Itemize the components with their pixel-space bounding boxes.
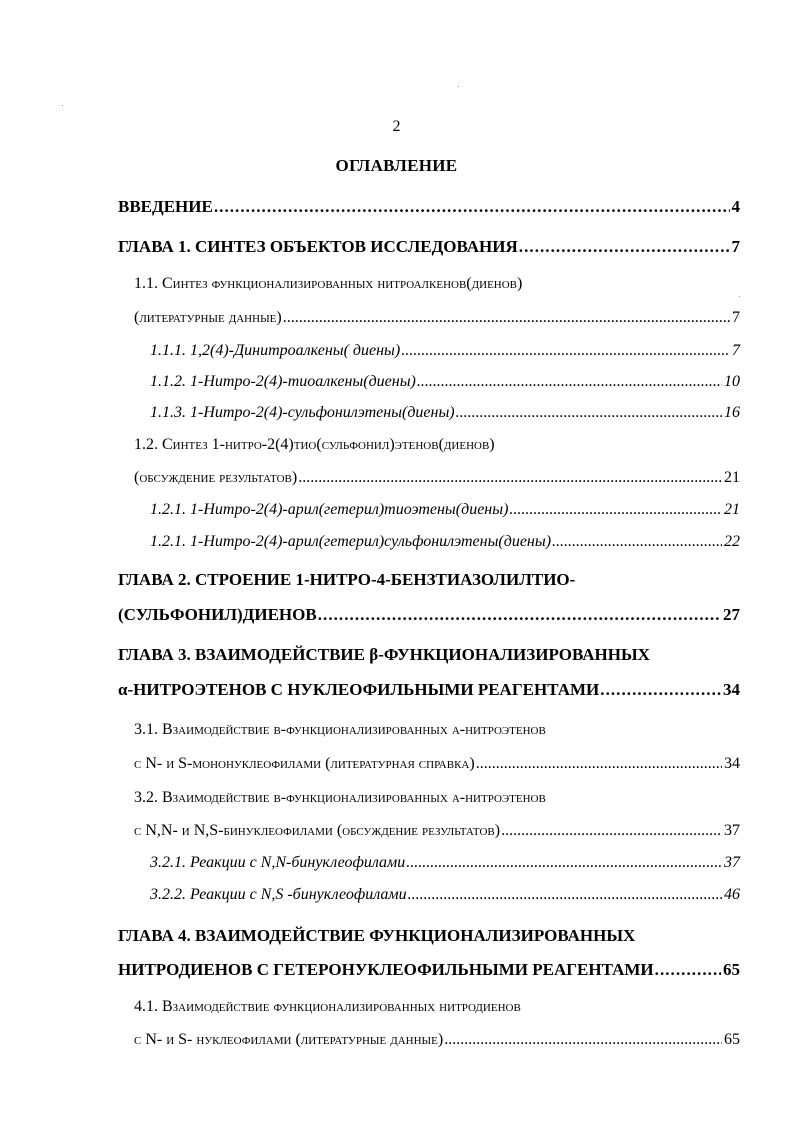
toc-entry-chapter-4-line1[interactable]: ГЛАВА 4. ВЗАИМОДЕЙСТВИЕ ФУНКЦИОНАЛИЗИРОВАННЫХ: [118, 926, 636, 945]
toc-entry-text: с N,N- и N,S-бинуклеофилами (обсуждение результатов): [134, 822, 501, 839]
leader-dots: [519, 237, 730, 257]
toc-entry-text: 3.2.1. Реакции с N,N-бинуклеофилами: [150, 854, 406, 871]
toc-page-number: 22: [724, 533, 740, 550]
toc-page-number: 7: [731, 237, 740, 256]
page-number: 2: [392, 118, 401, 135]
toc-page-number: 27: [723, 605, 740, 624]
toc-entry-1-2-line1[interactable]: 1.2. Синтез 1-нитро-2(4)тио(сульфонил)этенов(диенов): [134, 436, 495, 453]
toc-page-number: 65: [723, 960, 740, 979]
toc-entry-text: с N- и S-мононуклеофилами (литературная справка): [134, 755, 475, 772]
toc-entry-1-1-3[interactable]: [150, 404, 740, 422]
toc-entry-1-1-2[interactable]: [150, 373, 740, 391]
leader-dots: [214, 197, 730, 217]
toc-entry-4-1-line1[interactable]: 4.1. Взаимодействие функционализированных нитродиенов: [134, 998, 521, 1015]
leader-dots: [298, 469, 722, 487]
toc-page-number: 21: [724, 501, 740, 518]
toc-entry-1-2-1-b[interactable]: [150, 533, 740, 551]
toc-entry-text: 1.2.1. 1-Нитро-2(4)-арил(гетерил)сульфонилэтены(диены): [150, 533, 552, 550]
toc-entry-text: α-НИТРОЭТЕНОВ С НУКЛЕОФИЛЬНЫМИ РЕАГЕНТАМИ: [118, 680, 600, 699]
scan-speck: [739, 296, 740, 297]
leader-dots: [476, 755, 722, 773]
toc-entry-text: 3.2.2. Реакции с N,S -бинуклеофилами: [150, 886, 407, 903]
leader-dots: [501, 822, 722, 840]
toc-entry-chapter-2[interactable]: [118, 605, 740, 625]
scan-speck: [458, 86, 459, 87]
toc-page-number: 34: [723, 680, 740, 699]
leader-dots: [417, 373, 722, 391]
toc-page-number: 37: [724, 854, 740, 871]
toc-entry-chapter-4[interactable]: [118, 960, 740, 980]
toc-entry-3-1-line1[interactable]: 3.1. Взаимодействие β-функционализированных α-нитроэтенов: [134, 721, 546, 738]
leader-dots: [318, 605, 721, 625]
toc-entry-3-2-2[interactable]: [150, 886, 740, 904]
toc-entry-1-1-line1[interactable]: 1.1. Синтез функционализированных нитроалкенов(диенов): [134, 275, 523, 292]
toc-page-number: 46: [724, 886, 740, 903]
toc-entry-text: 1.1.2. 1-Нитро-2(4)-тиоалкены(диены): [150, 373, 416, 390]
leader-dots: [406, 854, 722, 872]
leader-dots: [509, 501, 722, 519]
toc-entry-text: 1.1.3. 1-Нитро-2(4)-сульфонилэтены(диены): [150, 404, 455, 421]
scan-speck: [62, 105, 63, 106]
toc-page-number: 10: [724, 373, 740, 390]
toc-page-number: 7: [732, 342, 740, 359]
toc-entry-3-2[interactable]: [134, 822, 740, 840]
toc-entry-3-2-1[interactable]: [150, 854, 740, 872]
toc-entry-chapter-2-line1[interactable]: ГЛАВА 2. СТРОЕНИЕ 1-НИТРО-4-БЕНЗТИАЗОЛИЛТИО-: [118, 570, 576, 589]
toc-page-number: 21: [724, 469, 740, 486]
toc-entry-intro[interactable]: [118, 197, 740, 217]
toc-page-number: 4: [731, 197, 740, 216]
leader-dots: [283, 309, 730, 327]
leader-dots: [408, 886, 722, 904]
toc-entry-text: ВВЕДЕНИЕ: [118, 197, 213, 216]
toc-entry-chapter-1[interactable]: [118, 237, 740, 257]
toc-entry-text: (литературные данные): [134, 309, 282, 326]
toc-entry-text: (обсуждение результатов): [134, 469, 298, 486]
toc-entry-1-2-1-a[interactable]: [150, 501, 740, 519]
leader-dots: [401, 342, 730, 360]
toc-page-number: 34: [724, 755, 740, 772]
toc-entry-text: (СУЛЬФОНИЛ)ДИЕНОВ: [118, 605, 317, 624]
toc-page-number: 37: [724, 822, 740, 839]
toc-page-number: 65: [724, 1031, 740, 1048]
toc-entry-text: 1.1.1. 1,2(4)-Динитроалкены( диены): [150, 342, 401, 359]
toc-entry-text: ГЛАВА 1. СИНТЕЗ ОБЪЕКТОВ ИССЛЕДОВАНИЯ: [118, 237, 518, 256]
toc-entry-4-1[interactable]: [134, 1031, 740, 1049]
toc-entry-text: 1.2.1. 1-Нитро-2(4)-арил(гетерил)тиоэтены(диены): [150, 501, 509, 518]
leader-dots: [552, 533, 722, 551]
toc-entry-chapter-3-line1[interactable]: ГЛАВА 3. ВЗАИМОДЕЙСТВИЕ β-ФУНКЦИОНАЛИЗИРОВАННЫХ: [118, 645, 650, 664]
toc-entry-1-1[interactable]: [134, 309, 740, 327]
toc-entry-1-2[interactable]: [134, 469, 740, 487]
leader-dots: [655, 960, 721, 980]
toc-entry-3-2-line1[interactable]: 3.2. Взаимодействие β-функционализированных α-нитроэтенов: [134, 789, 546, 806]
leader-dots: [456, 404, 722, 422]
toc-entry-text: НИТРОДИЕНОВ С ГЕТЕРОНУКЛЕОФИЛЬНЫМИ РЕАГЕНТАМИ: [118, 960, 654, 979]
toc-entry-3-1[interactable]: [134, 755, 740, 773]
toc-entry-1-1-1[interactable]: [150, 342, 740, 360]
toc-title: ОГЛАВЛЕНИЕ: [335, 156, 458, 175]
leader-dots: [600, 680, 721, 700]
toc-page-number: 7: [732, 309, 740, 326]
toc-page-number: 16: [724, 404, 740, 421]
leader-dots: [444, 1031, 722, 1049]
toc-entry-chapter-3[interactable]: [118, 680, 740, 700]
toc-entry-text: с N- и S- нуклеофилами (литературные данные): [134, 1031, 444, 1048]
